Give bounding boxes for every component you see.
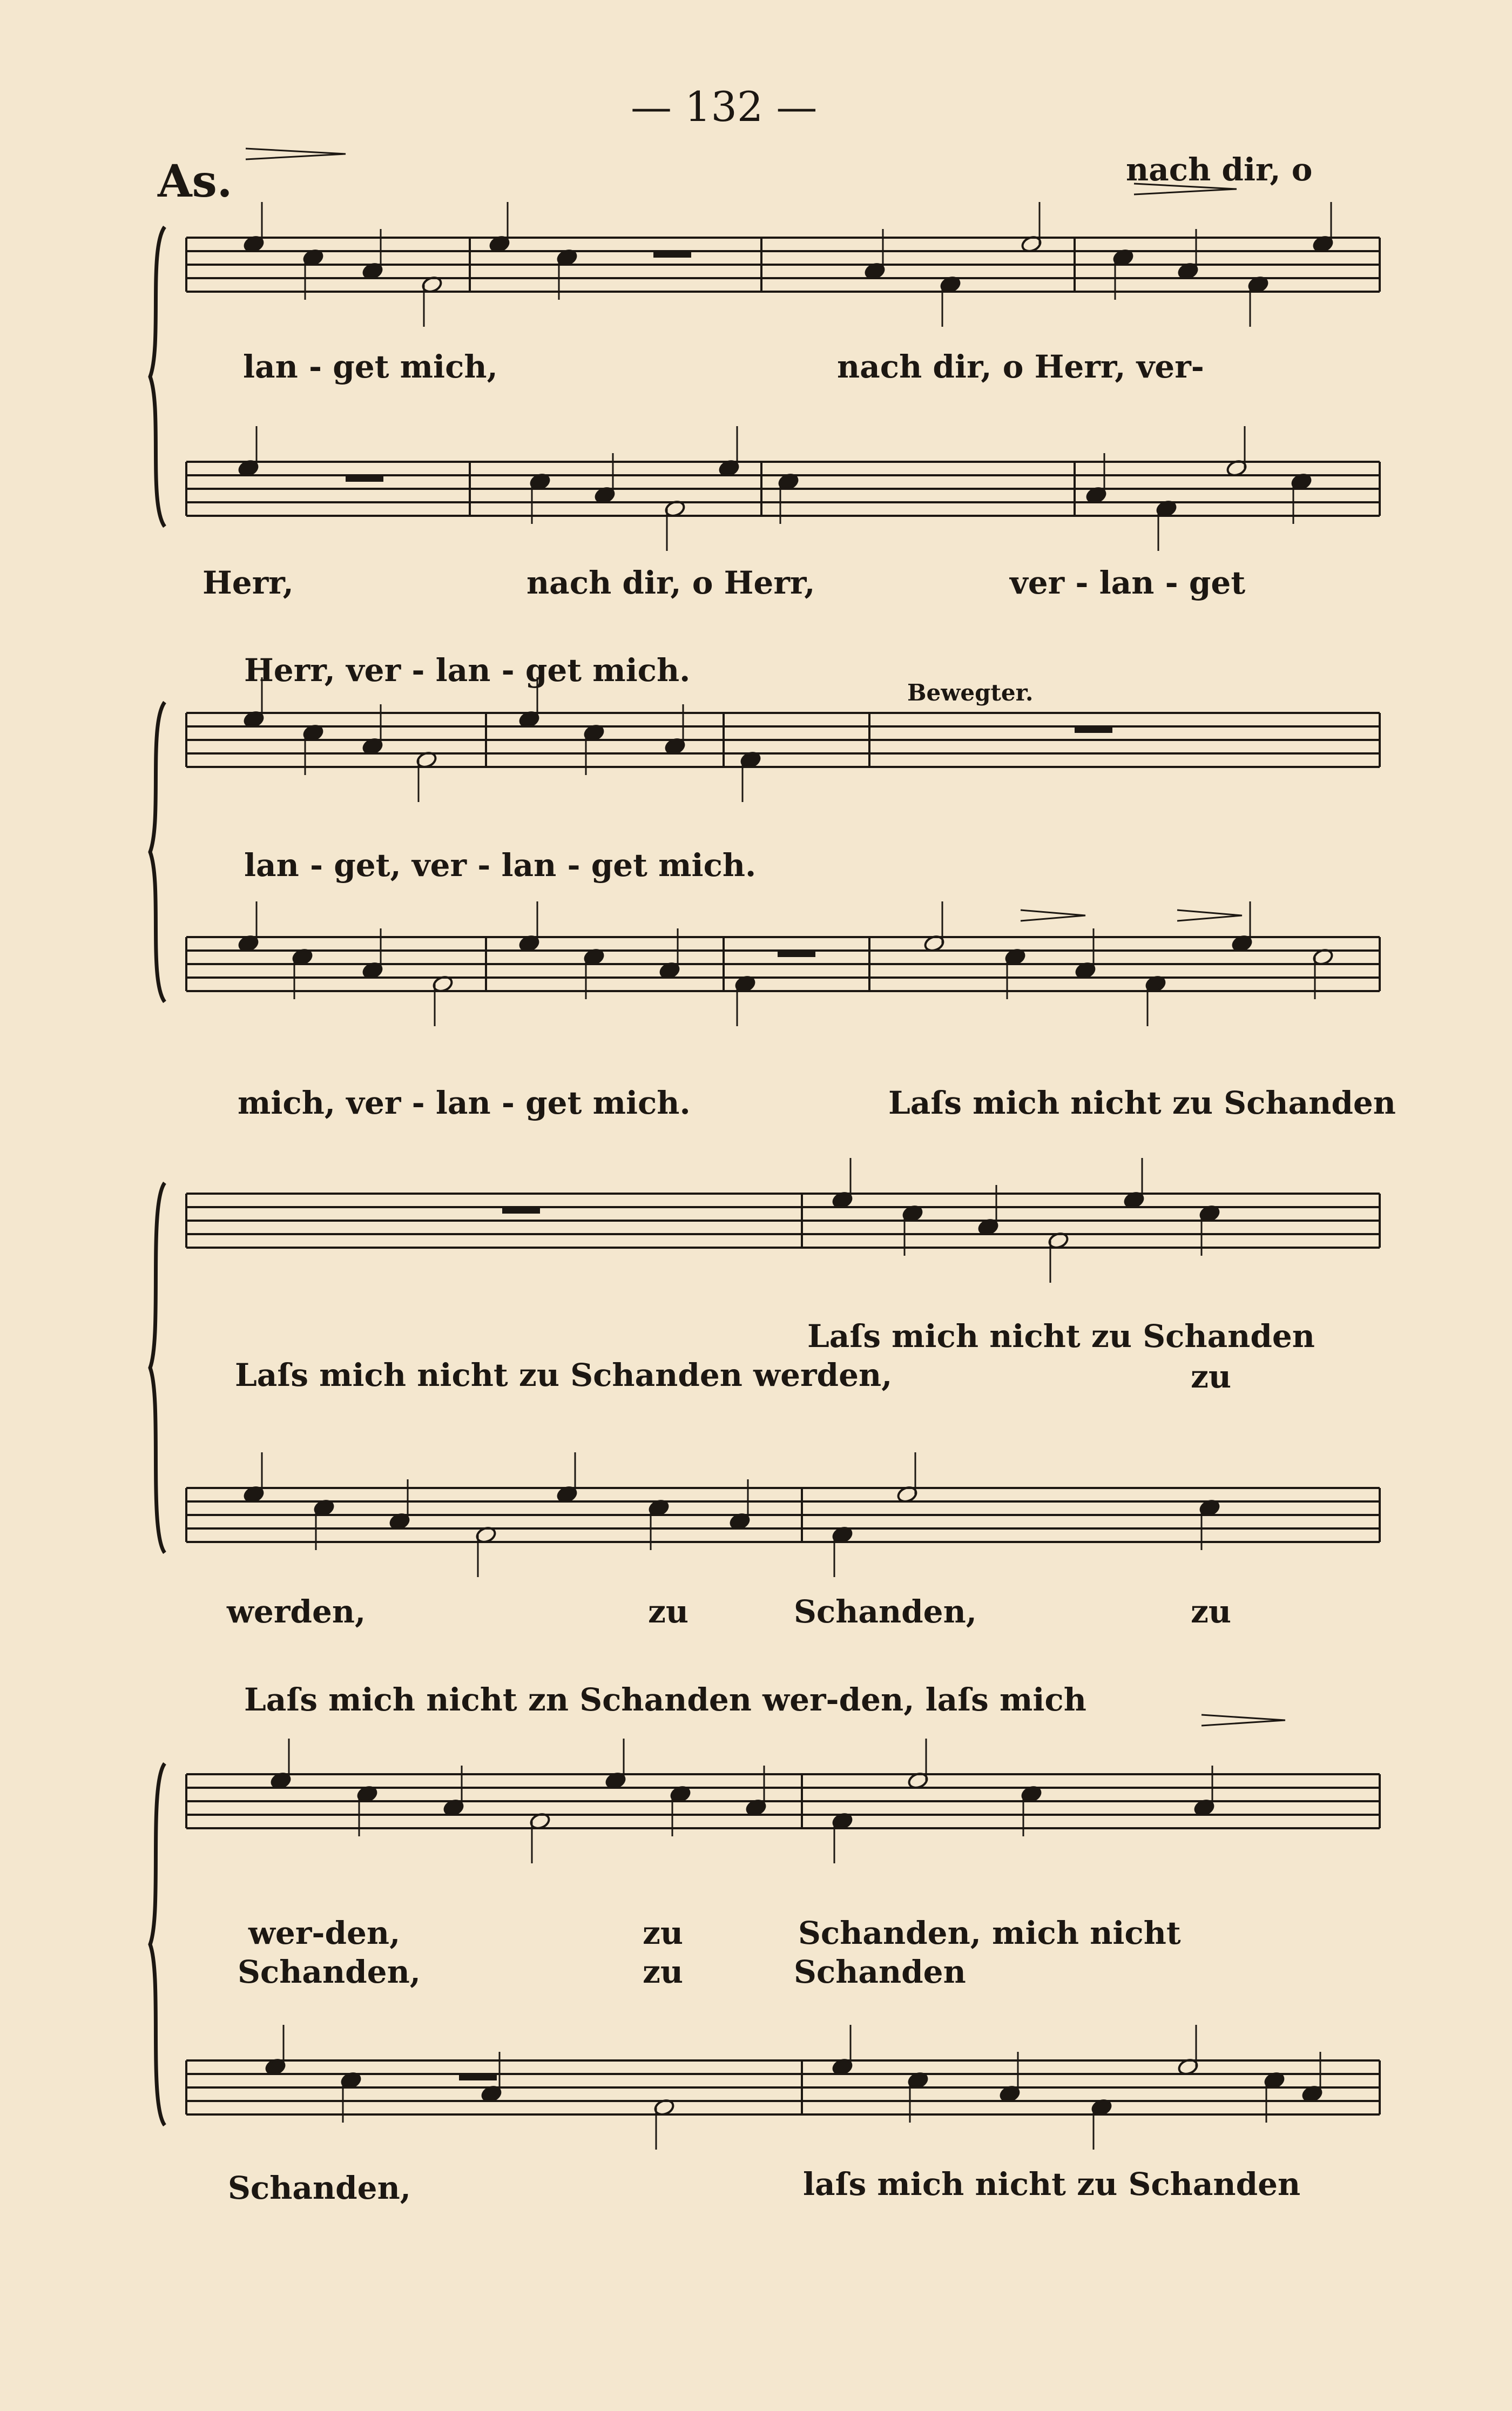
system-brace [150, 1183, 165, 1553]
lyric-line: werden, [227, 1593, 366, 1630]
system-brace [150, 227, 165, 527]
lyric-line: Schanden, [794, 1593, 977, 1630]
lyric-line: Herr, ver - lan - get mich. [244, 652, 691, 689]
tempo-marking: Bewegter. [907, 679, 1034, 706]
lyric-line: Laſs mich nicht zu Schanden werden, [235, 1357, 893, 1393]
key-signature-label: As. [158, 156, 233, 207]
system-brace [150, 702, 165, 1002]
lyric-line: ver - lan - get [1010, 564, 1246, 601]
lyric-line: lan - get mich, [243, 348, 498, 385]
lyric-line: nach dir, o Herr, [526, 564, 815, 601]
lyric-line: Laſs mich nicht zu Schanden [888, 1085, 1396, 1121]
lyric-line: zu [1191, 1593, 1232, 1630]
lyric-line: laſs mich nicht zu Schanden [803, 2166, 1301, 2203]
page-number: — 132 — [631, 83, 818, 131]
lyric-line: Schanden [794, 1954, 966, 1990]
whole-rest [778, 951, 815, 957]
lyric-line: zu [1191, 1358, 1232, 1395]
lyric-line: nach dir, o [1126, 151, 1313, 188]
lyric-line: lan - get, ver - lan - get mich. [244, 847, 757, 884]
whole-rest [502, 1207, 540, 1214]
whole-rest [653, 251, 691, 258]
hairpin [1202, 1715, 1285, 1726]
whole-rest [346, 475, 383, 482]
lyric-line: Laſs mich nicht zn Schanden wer-den, laſs mich [244, 1681, 1086, 1718]
whole-rest [1075, 726, 1112, 733]
lyric-line: nach dir, o Herr, ver- [837, 348, 1204, 385]
lyric-line: zu [643, 1915, 684, 1951]
lyric-line: zu [643, 1954, 684, 1990]
whole-rest [459, 2074, 497, 2080]
lyric-line: Schanden, [228, 2170, 411, 2206]
lyric-line: zu [648, 1593, 689, 1630]
lyric-line: wer-den, [248, 1915, 401, 1951]
system-brace [150, 1763, 165, 2125]
lyric-line: Herr, [202, 564, 294, 601]
hairpin [1177, 910, 1242, 921]
lyric-line: Laſs mich nicht zu Schanden [807, 1318, 1315, 1355]
lyric-line: Schanden, [238, 1954, 421, 1990]
lyric-line: Schanden, mich nicht [798, 1915, 1181, 1951]
lyric-line: mich, ver - lan - get mich. [238, 1085, 691, 1121]
hairpin [246, 149, 346, 159]
hairpin [1021, 910, 1085, 921]
